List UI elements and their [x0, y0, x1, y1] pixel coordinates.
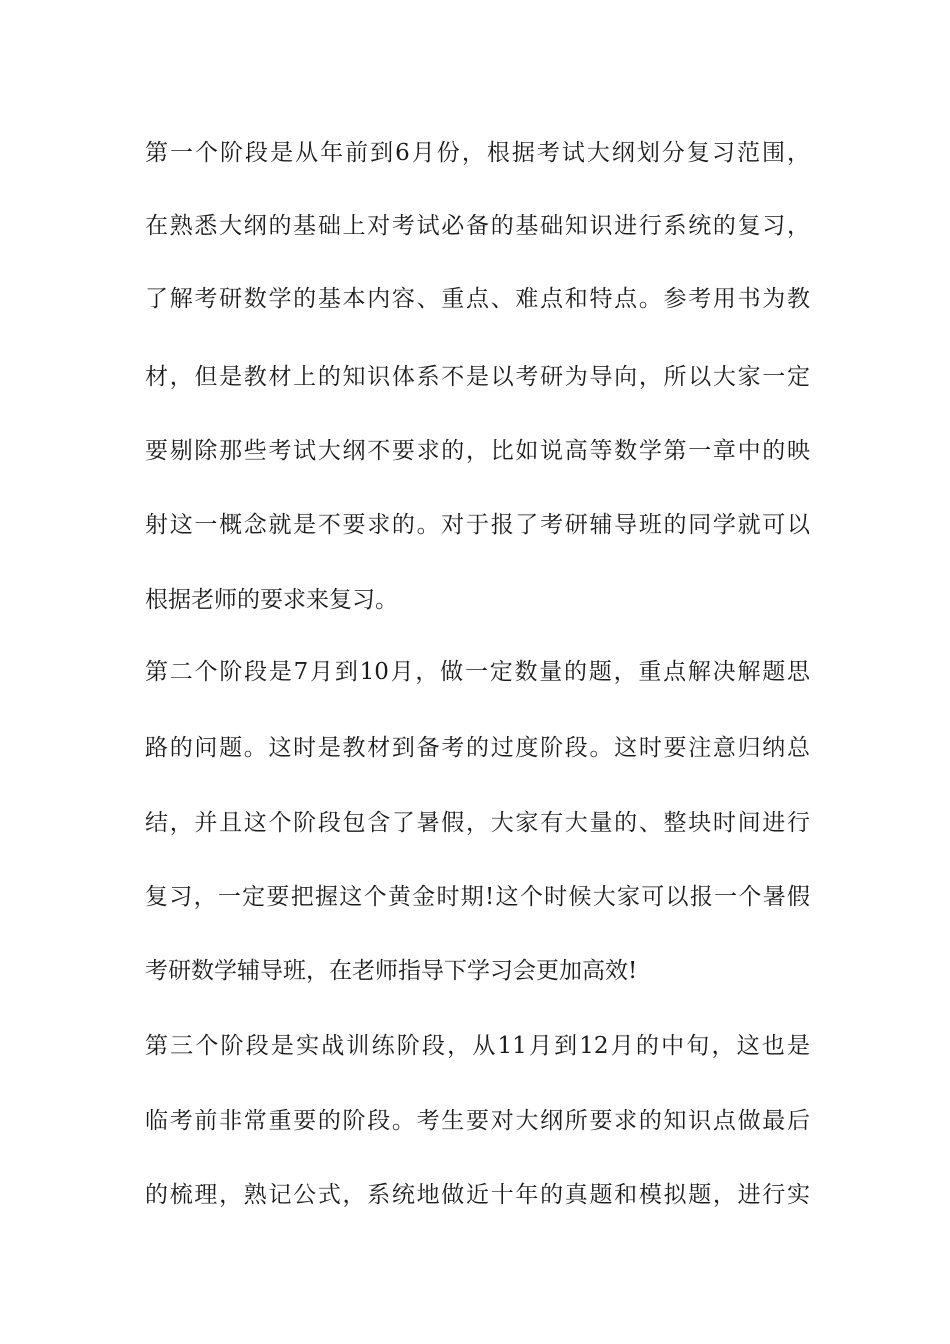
text-line: 第三个阶段是实战训练阶段，从11月到12月的中旬，这也是	[145, 1033, 810, 1059]
text-line: 的梳理，熟记公式，系统地做近十年的真题和模拟题，进行实	[145, 1182, 810, 1208]
text-line: 射这一概念就是不要求的。对于报了考研辅导班的同学就可以	[145, 512, 810, 538]
text-line: 要剔除那些考试大纲不要求的，比如说高等数学第一章中的映	[145, 438, 810, 464]
text-line: 第一个阶段是从年前到6月份，根据考试大纲划分复习范围，	[145, 140, 810, 166]
text-line: 复习，一定要把握这个黄金时期!这个时候大家可以报一个暑假	[145, 884, 810, 910]
text-line: 第二个阶段是7月到10月，做一定数量的题，重点解决解题思	[145, 659, 810, 685]
text-line: 临考前非常重要的阶段。考生要对大纲所要求的知识点做最后	[145, 1108, 810, 1134]
text-line: 材，但是教材上的知识体系不是以考研为导向，所以大家一定	[145, 364, 810, 390]
text-line: 路的问题。这时是教材到备考的过度阶段。这时要注意归纳总	[145, 735, 810, 761]
text-line: 结，并且这个阶段包含了暑假，大家有大量的、整块时间进行	[145, 810, 810, 836]
text-line: 根据老师的要求来复习。	[145, 587, 398, 613]
text-line: 在熟悉大纲的基础上对考试必备的基础知识进行系统的复习，	[145, 213, 810, 239]
text-line: 考研数学辅导班，在老师指导下学习会更加高效!	[145, 958, 638, 984]
text-line: 了解考研数学的基本内容、重点、难点和特点。参考用书为教	[145, 286, 810, 312]
